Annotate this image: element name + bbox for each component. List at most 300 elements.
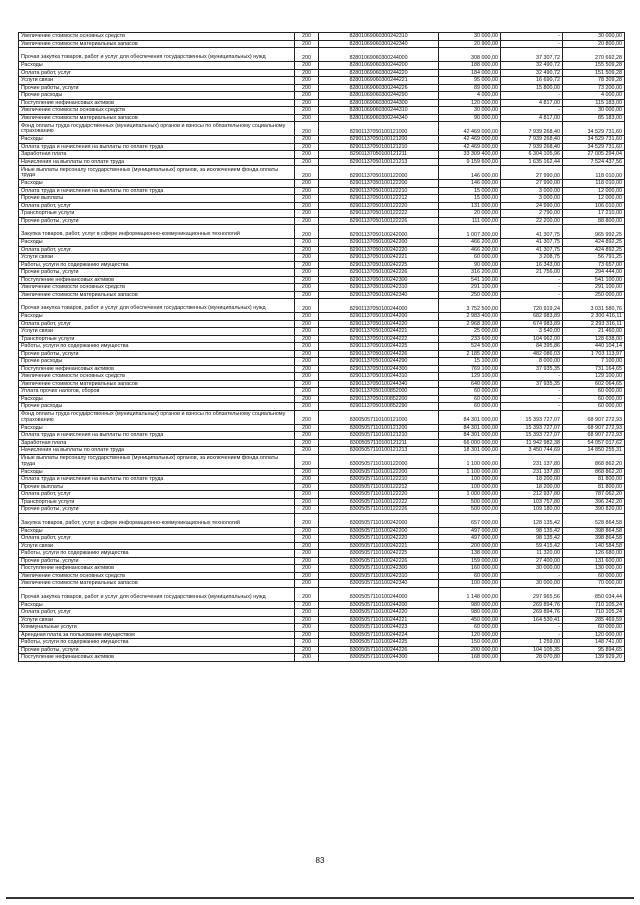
row-line-code-cell: 200: [295, 601, 319, 609]
table-row: [19, 572, 625, 580]
row-approved-cell: 60 000,00: [439, 572, 501, 580]
row-budget-code-cell: 82901137050100122200: [319, 180, 439, 188]
table-row: [19, 151, 625, 159]
row-executed-cell: 41 307,75: [501, 225, 563, 239]
row-budget-code-cell: 83005057110100242000: [319, 513, 439, 527]
row-line-code-cell: 200: [295, 454, 319, 468]
row-executed-cell: -: [501, 284, 563, 292]
row-budget-code-cell: 82901137050100242225: [319, 261, 439, 269]
table-row: [19, 136, 625, 144]
row-name-cell: Оплата работ, услуг: [19, 491, 295, 499]
table-row: [19, 535, 625, 543]
row-name-cell: Расходы: [19, 180, 295, 188]
table-row: [19, 328, 625, 336]
row-budget-code-cell: 83005057110100122000: [319, 454, 439, 468]
table-row: [19, 143, 625, 151]
row-line-code-cell: 200: [295, 69, 319, 77]
page-number: 83: [315, 856, 325, 865]
row-remaining-cell: 30 000,00: [563, 33, 625, 41]
row-budget-code-cell: 82901137050100852290: [319, 403, 439, 411]
row-remaining-cell: 68 907 272,93: [563, 432, 625, 440]
row-approved-cell: 2 983 400,00: [439, 313, 501, 321]
row-remaining-cell: 95 894,65: [563, 646, 625, 654]
row-line-code-cell: 200: [295, 432, 319, 440]
row-remaining-cell: 60 000,00: [563, 624, 625, 632]
row-remaining-cell: 424 892,25: [563, 246, 625, 254]
row-name-cell: Расходы: [19, 601, 295, 609]
table-row: [19, 254, 625, 262]
row-name-cell: Прочие расходы: [19, 92, 295, 100]
table-row: [19, 380, 625, 388]
row-name-cell: Увеличение стоимости основных средств: [19, 33, 295, 41]
row-budget-code-cell: 83005057110100242200: [319, 527, 439, 535]
row-remaining-cell: 56 791,25: [563, 254, 625, 262]
table-body: [19, 33, 625, 662]
row-budget-code-cell: 82801069060300244300: [319, 99, 439, 107]
row-name-cell: Расходы: [19, 136, 295, 144]
row-budget-code-cell: 83005057110100244221: [319, 616, 439, 624]
row-remaining-cell: 118 010,00: [563, 180, 625, 188]
table-row: [19, 246, 625, 254]
row-executed-cell: 27 990,00: [501, 166, 563, 180]
row-budget-code-cell: 83005057110100242340: [319, 580, 439, 588]
row-name-cell: Услуги связи: [19, 616, 295, 624]
row-line-code-cell: 200: [295, 447, 319, 455]
row-line-code-cell: 200: [295, 565, 319, 573]
table-row: [19, 527, 625, 535]
row-budget-code-cell: 82901137050100244300: [319, 365, 439, 373]
table-row: [19, 447, 625, 455]
row-name-cell: Уплата прочих налогов, сборов: [19, 388, 295, 396]
row-remaining-cell: 78 309,28: [563, 77, 625, 85]
row-budget-code-cell: 82901137050100121210: [319, 143, 439, 151]
row-executed-cell: 18 200,00: [501, 476, 563, 484]
table-row: [19, 565, 625, 573]
row-name-cell: Прочие выплаты: [19, 195, 295, 203]
row-name-cell: Заработная плата: [19, 151, 295, 159]
row-executed-cell: -: [501, 33, 563, 41]
row-name-cell: Увеличение стоимости основных средств: [19, 284, 295, 292]
table-row: [19, 202, 625, 210]
row-budget-code-cell: 83005057110100121000: [319, 410, 439, 424]
row-line-code-cell: 200: [295, 151, 319, 159]
row-budget-code-cell: 83005057110100244000: [319, 587, 439, 601]
table-row: [19, 624, 625, 632]
row-budget-code-cell: 82801069060300242310: [319, 33, 439, 41]
row-name-cell: Прочие выплаты: [19, 483, 295, 491]
row-line-code-cell: 200: [295, 476, 319, 484]
row-approved-cell: 129 100,00: [439, 373, 501, 381]
row-remaining-cell: 850 034,44: [563, 587, 625, 601]
row-remaining-cell: 12 000,00: [563, 187, 625, 195]
row-name-cell: Увеличение стоимости материальных запасов: [19, 380, 295, 388]
row-executed-cell: 32 490,72: [501, 62, 563, 70]
row-executed-cell: 21 756,00: [501, 269, 563, 277]
table-row: [19, 654, 625, 662]
row-remaining-cell: 155 509,28: [563, 62, 625, 70]
row-name-cell: Прочие работы, услуги: [19, 217, 295, 225]
row-approved-cell: 60 000,00: [439, 403, 501, 411]
row-remaining-cell: 291 100,00: [563, 284, 625, 292]
row-name-cell: Фонд оплаты труда государственных (муниципальных) органов и взносы по обязательному социальному страхованию: [19, 122, 295, 136]
row-remaining-cell: 148 741,00: [563, 639, 625, 647]
row-name-cell: Расходы: [19, 62, 295, 70]
row-executed-cell: 231 137,80: [501, 468, 563, 476]
row-name-cell: Оплата работ, услуг: [19, 69, 295, 77]
row-remaining-cell: 398 864,58: [563, 535, 625, 543]
row-line-code-cell: 200: [295, 158, 319, 166]
row-approved-cell: 15 100,00: [439, 358, 501, 366]
row-line-code-cell: 200: [295, 639, 319, 647]
table-row: [19, 320, 625, 328]
row-name-cell: Коммунальные услуги: [19, 624, 295, 632]
row-remaining-cell: 81 800,00: [563, 483, 625, 491]
row-executed-cell: 7 939 268,40: [501, 122, 563, 136]
row-line-code-cell: 200: [295, 246, 319, 254]
row-budget-code-cell: 82901137050100121211: [319, 151, 439, 159]
table-row: [19, 491, 625, 499]
row-approved-cell: 4 000,00: [439, 92, 501, 100]
row-approved-cell: 42 469 000,00: [439, 122, 501, 136]
row-approved-cell: 15 000,00: [439, 187, 501, 195]
row-budget-code-cell: 82901137050100244226: [319, 350, 439, 358]
row-executed-cell: 269 894,76: [501, 609, 563, 617]
row-executed-cell: -: [501, 631, 563, 639]
row-executed-cell: 674 983,89: [501, 320, 563, 328]
row-budget-code-cell: 82801069060300244000: [319, 48, 439, 62]
row-line-code-cell: 200: [295, 410, 319, 424]
row-line-code-cell: 200: [295, 609, 319, 617]
row-name-cell: Оплата работ, услуг: [19, 202, 295, 210]
row-name-cell: Иные выплаты персоналу государственных (муниципальных) органов, за исключением фонда оплаты труда: [19, 166, 295, 180]
row-executed-cell: 482 086,03: [501, 350, 563, 358]
row-approved-cell: 111 000,00: [439, 217, 501, 225]
row-executed-cell: 103 757,80: [501, 498, 563, 506]
table-row: [19, 550, 625, 558]
row-name-cell: Транспортные услуги: [19, 498, 295, 506]
row-approved-cell: 146 000,00: [439, 180, 501, 188]
row-approved-cell: 33 309 400,00: [439, 151, 501, 159]
row-remaining-cell: 70 000,00: [563, 580, 625, 588]
row-budget-code-cell: 82901137050100121000: [319, 122, 439, 136]
row-name-cell: Оплата работ, услуг: [19, 320, 295, 328]
table-row: [19, 631, 625, 639]
row-line-code-cell: 200: [295, 335, 319, 343]
row-budget-code-cell: 82901137050100244225: [319, 343, 439, 351]
row-line-code-cell: 200: [295, 483, 319, 491]
row-line-code-cell: 200: [295, 557, 319, 565]
row-executed-cell: -: [501, 624, 563, 632]
row-line-code-cell: 200: [295, 122, 319, 136]
table-row: [19, 62, 625, 70]
row-approved-cell: 60 000,00: [439, 254, 501, 262]
row-line-code-cell: 200: [295, 99, 319, 107]
row-name-cell: Поступление нефинансовых активов: [19, 565, 295, 573]
row-executed-cell: -: [501, 40, 563, 48]
row-name-cell: Оплата труда и начисления на выплаты по оплате труда: [19, 187, 295, 195]
row-name-cell: Арендная плата за пользование имуществом: [19, 631, 295, 639]
table-row: [19, 365, 625, 373]
row-executed-cell: 27 990,00: [501, 180, 563, 188]
row-line-code-cell: 200: [295, 631, 319, 639]
table-row: [19, 180, 625, 188]
row-remaining-cell: 73 200,00: [563, 84, 625, 92]
row-executed-cell: 37 935,35: [501, 380, 563, 388]
table-row: [19, 616, 625, 624]
row-executed-cell: 32 490,72: [501, 69, 563, 77]
row-budget-code-cell: 82901137050100122000: [319, 166, 439, 180]
row-approved-cell: 316 200,00: [439, 269, 501, 277]
row-executed-cell: 3 208,75: [501, 254, 563, 262]
row-line-code-cell: 200: [295, 180, 319, 188]
row-remaining-cell: 126 680,00: [563, 550, 625, 558]
row-approved-cell: 466 200,00: [439, 246, 501, 254]
row-remaining-cell: 140 584,58: [563, 542, 625, 550]
table-row: [19, 269, 625, 277]
row-executed-cell: 6 304 105,96: [501, 151, 563, 159]
row-remaining-cell: 21 460,00: [563, 328, 625, 336]
row-remaining-cell: 710 105,24: [563, 609, 625, 617]
table-row: [19, 210, 625, 218]
row-executed-cell: 8 000,00: [501, 358, 563, 366]
row-remaining-cell: 118 010,00: [563, 166, 625, 180]
row-approved-cell: 90 000,00: [439, 114, 501, 122]
row-line-code-cell: 200: [295, 291, 319, 299]
row-remaining-cell: 20 800,00: [563, 40, 625, 48]
row-remaining-cell: 4 000,00: [563, 92, 625, 100]
row-line-code-cell: 200: [295, 187, 319, 195]
table-row: [19, 217, 625, 225]
row-approved-cell: 980 000,00: [439, 609, 501, 617]
row-approved-cell: 90 000,00: [439, 261, 501, 269]
table-row: [19, 580, 625, 588]
table-row: [19, 557, 625, 565]
row-line-code-cell: 200: [295, 313, 319, 321]
row-line-code-cell: 200: [295, 33, 319, 41]
row-line-code-cell: 200: [295, 269, 319, 277]
row-name-cell: Оплата труда и начисления на выплаты по оплате труда: [19, 432, 295, 440]
row-executed-cell: 212 937,80: [501, 491, 563, 499]
row-approved-cell: 640 000,00: [439, 380, 501, 388]
row-name-cell: Оплата работ, услуг: [19, 609, 295, 617]
row-remaining-cell: 602 064,65: [563, 380, 625, 388]
row-executed-cell: 231 137,80: [501, 454, 563, 468]
row-remaining-cell: 294 444,00: [563, 269, 625, 277]
table-row: [19, 313, 625, 321]
row-budget-code-cell: 82901137050100244222: [319, 335, 439, 343]
row-approved-cell: 20 000,00: [439, 210, 501, 218]
row-name-cell: Оплата работ, услуг: [19, 246, 295, 254]
row-remaining-cell: 440 104,14: [563, 343, 625, 351]
table-row: [19, 99, 625, 107]
row-approved-cell: 2 185 200,00: [439, 350, 501, 358]
table-row: [19, 261, 625, 269]
table-row: [19, 225, 625, 239]
row-budget-code-cell: 83005057110100122226: [319, 506, 439, 514]
row-remaining-cell: 398 864,58: [563, 527, 625, 535]
row-executed-cell: 3 540,00: [501, 328, 563, 336]
table-row: [19, 291, 625, 299]
row-approved-cell: 524 500,00: [439, 343, 501, 351]
row-approved-cell: 308 000,00: [439, 48, 501, 62]
row-budget-code-cell: 83005057110100244200: [319, 601, 439, 609]
row-budget-code-cell: 82801069060300244310: [319, 107, 439, 115]
table-row: [19, 69, 625, 77]
row-budget-code-cell: 82901137050100122212: [319, 195, 439, 203]
row-executed-cell: 720 919,24: [501, 299, 563, 313]
row-executed-cell: 41 307,75: [501, 246, 563, 254]
row-name-cell: Фонд оплаты труда государственных (муниципальных) органов и взносы по обязательному социальному страхованию: [19, 410, 295, 424]
row-executed-cell: 16 343,00: [501, 261, 563, 269]
row-line-code-cell: 200: [295, 624, 319, 632]
row-line-code-cell: 200: [295, 261, 319, 269]
row-line-code-cell: 200: [295, 572, 319, 580]
row-approved-cell: 42 469 000,00: [439, 136, 501, 144]
row-approved-cell: 120 000,00: [439, 99, 501, 107]
row-line-code-cell: 200: [295, 299, 319, 313]
row-approved-cell: 541 100,00: [439, 276, 501, 284]
row-name-cell: Прочие работы, услуги: [19, 506, 295, 514]
row-name-cell: Прочие работы, услуги: [19, 350, 295, 358]
row-remaining-cell: 396 242,20: [563, 498, 625, 506]
row-budget-code-cell: 83005057110100242225: [319, 550, 439, 558]
row-line-code-cell: 200: [295, 114, 319, 122]
row-budget-code-cell: 82901137050100242300: [319, 276, 439, 284]
row-remaining-cell: 129 100,00: [563, 373, 625, 381]
row-name-cell: Увеличение стоимости материальных запасов: [19, 114, 295, 122]
row-remaining-cell: 2 293 316,11: [563, 320, 625, 328]
row-remaining-cell: 131 600,00: [563, 557, 625, 565]
row-approved-cell: 450 000,00: [439, 616, 501, 624]
row-name-cell: Транспортные услуги: [19, 335, 295, 343]
row-line-code-cell: 200: [295, 254, 319, 262]
row-approved-cell: 120 000,00: [439, 631, 501, 639]
row-line-code-cell: 200: [295, 62, 319, 70]
row-line-code-cell: 200: [295, 143, 319, 151]
row-approved-cell: 60 000,00: [439, 388, 501, 396]
table-row: [19, 506, 625, 514]
row-remaining-cell: 60 000,00: [563, 572, 625, 580]
row-line-code-cell: 200: [295, 380, 319, 388]
row-approved-cell: 184 000,00: [439, 69, 501, 77]
row-budget-code-cell: 83005057110100121213: [319, 447, 439, 455]
row-name-cell: Поступление нефинансовых активов: [19, 654, 295, 662]
row-executed-cell: 41 307,75: [501, 239, 563, 247]
row-line-code-cell: 200: [295, 350, 319, 358]
row-line-code-cell: 200: [295, 395, 319, 403]
row-line-code-cell: 200: [295, 48, 319, 62]
row-approved-cell: 1 000 000,00: [439, 491, 501, 499]
row-executed-cell: -: [501, 276, 563, 284]
row-name-cell: Расходы: [19, 527, 295, 535]
row-line-code-cell: 200: [295, 320, 319, 328]
row-line-code-cell: 200: [295, 202, 319, 210]
row-line-code-cell: 200: [295, 92, 319, 100]
row-budget-code-cell: 82901137050100242340: [319, 291, 439, 299]
row-remaining-cell: 54 057 017,62: [563, 439, 625, 447]
row-line-code-cell: 200: [295, 343, 319, 351]
row-approved-cell: 466 200,00: [439, 239, 501, 247]
row-remaining-cell: 710 105,24: [563, 601, 625, 609]
table-row: [19, 498, 625, 506]
row-remaining-cell: 68 907 272,93: [563, 424, 625, 432]
row-line-code-cell: 200: [295, 587, 319, 601]
row-line-code-cell: 200: [295, 424, 319, 432]
row-remaining-cell: 128 638,00: [563, 335, 625, 343]
row-executed-cell: 15 393 727,07: [501, 410, 563, 424]
row-approved-cell: 200 000,00: [439, 542, 501, 550]
row-budget-code-cell: 83005057110100244225: [319, 639, 439, 647]
row-remaining-cell: 390 820,00: [563, 506, 625, 514]
row-budget-code-cell: 82901137050100242220: [319, 246, 439, 254]
row-executed-cell: 15 800,00: [501, 84, 563, 92]
table-row: [19, 299, 625, 313]
row-approved-cell: 9 159 600,00: [439, 158, 501, 166]
row-budget-code-cell: 82801069060300244226: [319, 84, 439, 92]
row-budget-code-cell: 82801069060300244220: [319, 69, 439, 77]
row-executed-cell: 15 393 727,07: [501, 432, 563, 440]
row-executed-cell: 682 983,89: [501, 313, 563, 321]
row-approved-cell: 500 000,00: [439, 498, 501, 506]
row-line-code-cell: 200: [295, 217, 319, 225]
row-approved-cell: 500 000,00: [439, 506, 501, 514]
row-approved-cell: 131 000,00: [439, 202, 501, 210]
row-budget-code-cell: 82901137050100122222: [319, 210, 439, 218]
row-name-cell: Прочая закупка товаров, работ и услуг для обеспечения государственных (муниципальных) нужд: [19, 48, 295, 62]
row-budget-code-cell: 83005057110100244223: [319, 624, 439, 632]
row-line-code-cell: 200: [295, 439, 319, 447]
row-line-code-cell: 200: [295, 358, 319, 366]
table-row: [19, 483, 625, 491]
row-executed-cell: 164 530,41: [501, 616, 563, 624]
row-executed-cell: 84 395,86: [501, 343, 563, 351]
row-budget-code-cell: 82901137050100244221: [319, 328, 439, 336]
row-name-cell: Оплата труда и начисления на выплаты по оплате труда: [19, 143, 295, 151]
table-row: [19, 587, 625, 601]
table-row: [19, 424, 625, 432]
row-name-cell: Услуги связи: [19, 77, 295, 85]
row-remaining-cell: 528 864,58: [563, 513, 625, 527]
row-budget-code-cell: 83005057110100122220: [319, 491, 439, 499]
row-remaining-cell: 34 529 731,60: [563, 122, 625, 136]
row-budget-code-cell: 83005057110100121210: [319, 432, 439, 440]
row-budget-code-cell: 82901137050100242226: [319, 269, 439, 277]
row-executed-cell: -: [501, 291, 563, 299]
row-name-cell: Увеличение стоимости материальных запасов: [19, 291, 295, 299]
row-budget-code-cell: 82901137050100852200: [319, 395, 439, 403]
table-row: [19, 432, 625, 440]
row-name-cell: Расходы: [19, 468, 295, 476]
table-row: [19, 476, 625, 484]
row-budget-code-cell: 82901137050100244200: [319, 313, 439, 321]
row-executed-cell: 7 939 268,40: [501, 136, 563, 144]
row-executed-cell: 30 000,00: [501, 580, 563, 588]
table-row: [19, 122, 625, 136]
row-approved-cell: 1 148 000,00: [439, 587, 501, 601]
row-approved-cell: 89 000,00: [439, 84, 501, 92]
row-name-cell: Услуги связи: [19, 542, 295, 550]
table-row: [19, 609, 625, 617]
row-approved-cell: 233 600,00: [439, 335, 501, 343]
row-approved-cell: 100 000,00: [439, 580, 501, 588]
row-name-cell: Оплата работ, услуг: [19, 535, 295, 543]
table-row: [19, 195, 625, 203]
row-line-code-cell: 200: [295, 136, 319, 144]
row-executed-cell: -: [501, 107, 563, 115]
table-row: [19, 40, 625, 48]
row-name-cell: Увеличение стоимости основных средств: [19, 572, 295, 580]
table-row: [19, 410, 625, 424]
